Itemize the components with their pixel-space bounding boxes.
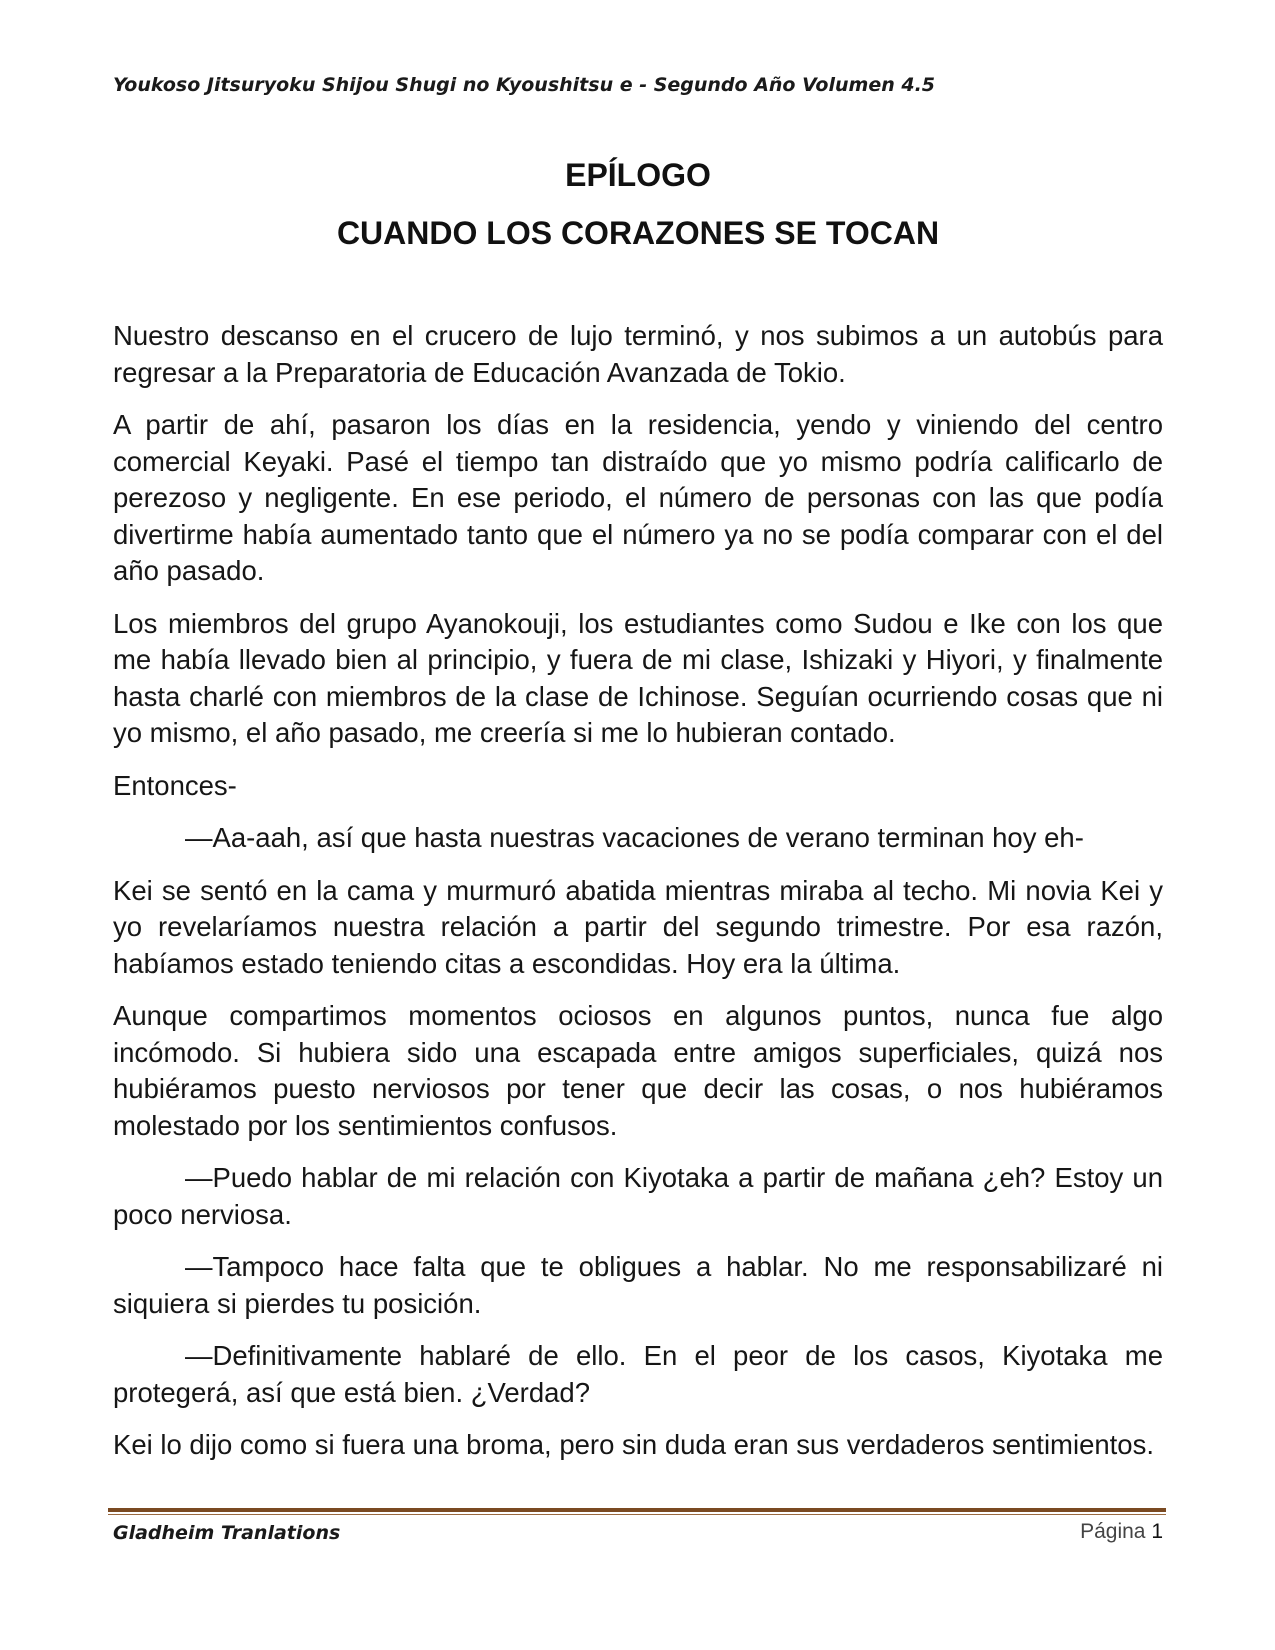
footer-translator: Gladheim Tranlations	[113, 1522, 341, 1544]
dialogue-paragraph: —Puedo hablar de mi relación con Kiyotaka a partir de mañana ¿eh? Estoy un poco nerviosa.	[113, 1162, 1163, 1230]
chapter-title: CUANDO LOS CORAZONES SE TOCAN	[336, 215, 940, 251]
page-number-label	[1080, 1520, 1163, 1544]
page-label: Página	[1080, 1520, 1146, 1543]
paragraph: Nuestro descanso en el crucero de lujo terminó, y nos subimos a un autobús para regresar a la Preparatoria de Educación Avanzada de Tokio.	[113, 320, 1163, 388]
body-text	[113, 318, 1163, 1480]
paragraph: Aunque compartimos momentos ociosos en algunos puntos, nunca fue algo incómodo. Si hubiera sido una escapada entre amigos superficiales, quizá nos hubiéramos puesto nerviosos por tener que decir las cosas, o nos hubiéramos molestado por los sentimientos confusos.	[113, 1000, 1163, 1141]
paragraph: A partir de ahí, pasaron los días en la residencia, yendo y viniendo del centro comercial Keyaki. Pasé el tiempo tan distraído que yo mismo podría calificarlo de perezoso y negligente. En ese periodo, el número de personas con las que podía divertirme había aumentado tanto que el número ya no se podía comparar con el del año pasado.	[113, 409, 1163, 586]
footer-divider-thin	[108, 1514, 1166, 1515]
chapter-heading	[113, 146, 1163, 262]
dialogue-paragraph: —Tampoco hace falta que te obligues a hablar. No me responsabilizaré ni siquiera si pierdes tu posición.	[113, 1251, 1163, 1319]
running-header: Youkoso Jitsuryoku Shijou Shugi no Kyoushitsu e - Segundo Año Volumen 4.5	[113, 74, 936, 96]
paragraph: Kei se sentó en la cama y murmuró abatida mientras miraba al techo. Mi novia Kei y yo revelaríamos nuestra relación a partir del segundo trimestre. Por esa razón, habíamos estado teniendo citas a escondidas. Hoy era la última.	[113, 874, 1163, 979]
page-number: 1	[1151, 1520, 1163, 1543]
dialogue-paragraph: —Definitivamente hablaré de ello. En el peor de los casos, Kiyotaka me protegerá, así que está bien. ¿Verdad?	[113, 1340, 1163, 1408]
dialogue-paragraph: —Aa-aah, así que hasta nuestras vacaciones de verano terminan hoy eh-	[185, 822, 1084, 853]
paragraph: Kei lo dijo como si fuera una broma, pero sin duda eran sus verdaderos sentimientos.	[113, 1429, 1154, 1460]
chapter-label: EPÍLOGO	[565, 157, 711, 193]
footer-divider	[108, 1508, 1166, 1515]
footer-divider-thick	[108, 1508, 1166, 1512]
paragraph: Entonces-	[113, 769, 237, 801]
paragraph: Los miembros del grupo Ayanokouji, los estudiantes como Sudou e Ike con los que me había llevado bien al principio, y fuera de mi clase, Ishizaki y Hiyori, y finalmente hasta charlé con miembros de la clase de Ichinose. Seguían ocurriendo cosas que ni yo mismo, el año pasado, me creería si me lo hubieran contado.	[113, 607, 1163, 748]
